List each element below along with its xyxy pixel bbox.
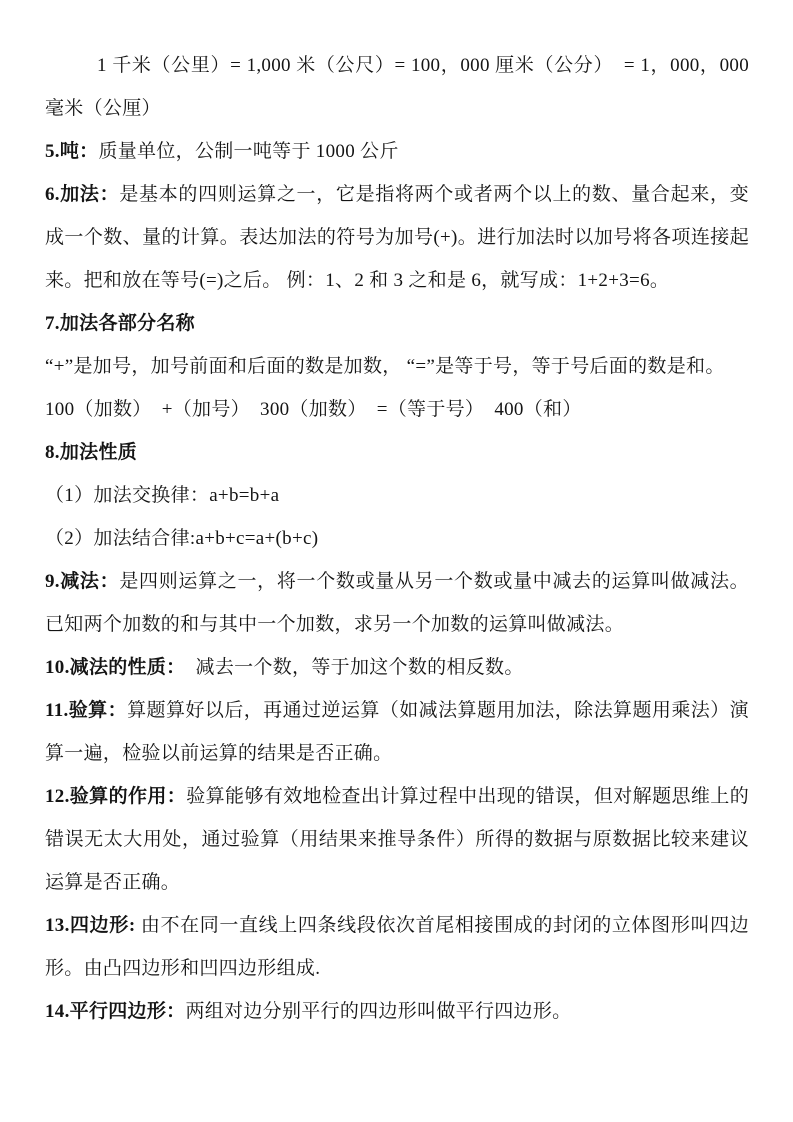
text-run: 质量单位，公制一吨等于 1000 公斤 [98,141,399,162]
text-run: 是四则运算之一，将一个数或量从另一个数或量中减去的运算叫做减法。已知两个加数的和与其中一个加数，求另一个加数的运算叫做减法。 [45,571,749,635]
term-label: 13.四边形: [45,915,136,936]
text-run: （2）加法结合律:a+b+c=a+(b+c) [45,528,319,549]
term-label: 11.验算： [45,700,128,721]
paragraph [45,173,749,302]
text-run: 是基本的四则运算之一，它是指将两个或者两个以上的数、量合起来，变成一个数、量的计算。表达加法的符号为加号(+)。进行加法时以加号将各项连接起来。把和放在等号(=)之后。 例：1、2 和 3 之和是 6，就写成：1+2+3=6。 [45,184,749,291]
paragraph [45,130,749,173]
term-label: 5.吨： [45,141,99,162]
text-run: “+”是加号，加号前面和后面的数是加数， “=”是等于号，等于号后面的数是和。 [45,356,725,377]
paragraph [45,775,749,904]
term-label: 7.加法各部分名称 [45,313,195,334]
paragraph [45,345,749,388]
text-run: 由不在同一直线上四条线段依次首尾相接围成的封闭的立体图形叫四边形。由凸四边形和凹四边形组成. [45,915,749,979]
term-label: 10.减法的性质： [45,657,186,678]
term-label: 12.验算的作用： [45,786,187,807]
text-run: 减去一个数，等于加这个数的相反数。 [185,657,524,678]
term-label: 14.平行四边形： [45,1001,186,1022]
paragraph [45,44,755,130]
document-body [45,44,755,1033]
term-label: 9.减法： [45,571,120,592]
paragraph [45,302,749,345]
paragraph [45,904,749,990]
paragraph [45,431,749,474]
text-run: 两组对边分别平行的四边形叫做平行四边形。 [185,1001,572,1022]
term-label: 8.加法性质 [45,442,138,463]
paragraph [45,517,749,560]
term-label: 6.加法： [45,184,120,205]
text-run: 算题算好以后，再通过逆运算（如减法算题用加法，除法算题用乘法）演算一遍，检验以前运算的结果是否正确。 [45,700,749,764]
text-run: （1）加法交换律：a+b=b+a [45,485,280,506]
text-run: 100（加数） +（加号） 300（加数） =（等于号） 400（和） [45,399,582,420]
text-run: 验算能够有效地检查出计算过程中出现的错误，但对解题思维上的错误无太大用处，通过验算（用结果来推导条件）所得的数据与原数据比较来建议运算是否正确。 [45,786,750,893]
paragraph [45,646,749,689]
paragraph [45,388,749,431]
paragraph [45,560,749,646]
paragraph [45,689,749,775]
text-run: 1 千米（公里）= 1,000 米（公尺）= 100，000 厘米（公分） = 1，000，000 毫米（公厘） [45,55,755,119]
paragraph [45,990,749,1033]
paragraph [45,474,749,517]
